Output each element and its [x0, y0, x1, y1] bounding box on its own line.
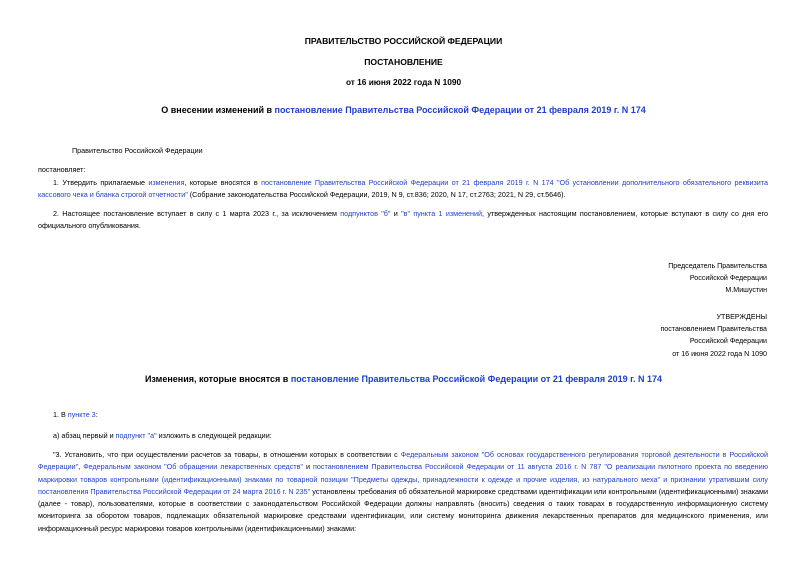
signature-position: Председатель Правительства: [668, 262, 767, 270]
approved-by: постановлением Правительства: [660, 325, 767, 334]
signature-name: М.Мишустин: [725, 286, 767, 295]
quote-text-c: и: [302, 462, 313, 472]
document-type-heading: ПОСТАНОВЛЕНИЕ: [364, 57, 443, 67]
item2-text-a: 2. Настоящее постановление вступает в силу с 1 марта 2023 г., за исключением: [53, 209, 341, 218]
item1-text-b: , которые вносятся в: [184, 178, 262, 187]
document-title-link[interactable]: постановление Правительства Российской Федерации от 21 февраля 2019 г. N 174: [274, 105, 646, 115]
item1-resolution-link[interactable]: постановление Правительства Российской Федерации от 21 февраля 2019 г. N 174 "Об установлении дополнительного обязательного реквизита кассового чека и бланка строгой отчетности": [38, 178, 768, 200]
approved-organization: Российской Федерации: [689, 337, 767, 346]
item2-text-b: и: [390, 209, 402, 218]
document-title-prefix: О внесении изменений в: [161, 105, 275, 115]
item1-text-c: (Собрание законодательства Российской Федерации, 2019, N 9, ст.836; 2020, N 17, ст.2763; 2021, N 29, ст.5646).: [187, 190, 566, 200]
approved-date: от 16 июня 2022 года N 1090: [672, 349, 767, 358]
item2-subparagraph-b-link[interactable]: подпунктов "б": [340, 209, 391, 218]
changes-subitem-a-suffix: изложить в следующей редакции:: [156, 431, 272, 440]
document-date-number: от 16 июня 2022 года N 1090: [345, 77, 462, 87]
changes-item1-prefix: 1. В: [53, 410, 68, 419]
quote-text-b: ,: [78, 462, 84, 472]
government-line: Правительство Российской Федерации: [72, 146, 203, 155]
paragraph-item-1: [38, 177, 768, 202]
document-title: [0, 105, 807, 115]
changes-subitem-a-prefix: а) абзац первый и: [53, 431, 116, 440]
government-heading: ПРАВИТЕЛЬСТВО РОССИЙСКОЙ ФЕДЕРАЦИИ: [304, 36, 503, 46]
trade-regulation-law-link[interactable]: Федеральным законом "Об основах государственного регулирования торговой деятельности в Российской Федерации": [38, 450, 768, 472]
decides-line: постановляет:: [38, 165, 86, 174]
item2-subparagraph-v-link[interactable]: "в" пункта 1 изменений: [401, 209, 483, 218]
item1-text-a: 1. Утвердить прилагаемые: [53, 178, 149, 187]
changes-title: [0, 374, 807, 384]
item2-text-c: , утвержденных настоящим постановлением, которые вступают в силу со дня его официального опубликования.: [38, 209, 769, 231]
approved-block: [607, 311, 767, 360]
signature-organization: Российской Федерации: [689, 274, 767, 283]
paragraph-item-2: [38, 208, 768, 233]
changes-subitem-a: [53, 430, 272, 442]
item1-changes-link[interactable]: изменения: [148, 178, 185, 187]
subparagraph-a-link[interactable]: подпункт "а": [115, 431, 157, 440]
changes-item1-suffix: :: [95, 410, 98, 419]
point-3-link[interactable]: пункте 3: [67, 410, 96, 419]
changes-title-prefix: Изменения, которые вносятся в: [144, 374, 291, 384]
changes-title-link[interactable]: постановление Правительства Российской Федерации от 21 февраля 2019 г. N 174: [290, 374, 663, 384]
quote-text-a: "3. Установить, что при осуществлении расчетов за товары, в отношении которых в соответствии с: [53, 450, 401, 459]
quoted-paragraph-3: [38, 449, 768, 535]
changes-item-1: [53, 409, 98, 421]
signature-block: [607, 260, 767, 297]
resolution-787-link[interactable]: постановлением Правительства Российской Федерации от 11 августа 2016 г. N 787 "О реализации пилотного проекта по введению маркировки товаров контрольными (идентификационными) знаками по товарной позиции "Предметы одежды, принадлежности к одежде и прочие изделия, из натурального меха" и признании утратившим силу постановления Правительства Российской Федерации от 24 марта 2016 г. N 235": [38, 462, 768, 496]
medicines-law-link[interactable]: Федеральным законом "Об обращении лекарственных средств": [83, 462, 303, 472]
approved-heading: УТВЕРЖДЕНЫ: [716, 313, 767, 321]
quote-text-d: установлены требования об обязательной маркировке средствами идентификации или контрольными (идентификационными) знаками (далее - товар), пользователями, которые в соответствии с законодательством Российской Федерации должны направлять (вносить) сведения о таких товарах в государственную информационную систему мониторинга за оборотом товаров, подлежащих обязательной маркировке средствами идентификации, или систему мониторинга движения лекарственных препаратов для медицинского применения, или информационный ресурс маркировки товаров контрольными (идентификационными) знаками:: [38, 486, 768, 533]
